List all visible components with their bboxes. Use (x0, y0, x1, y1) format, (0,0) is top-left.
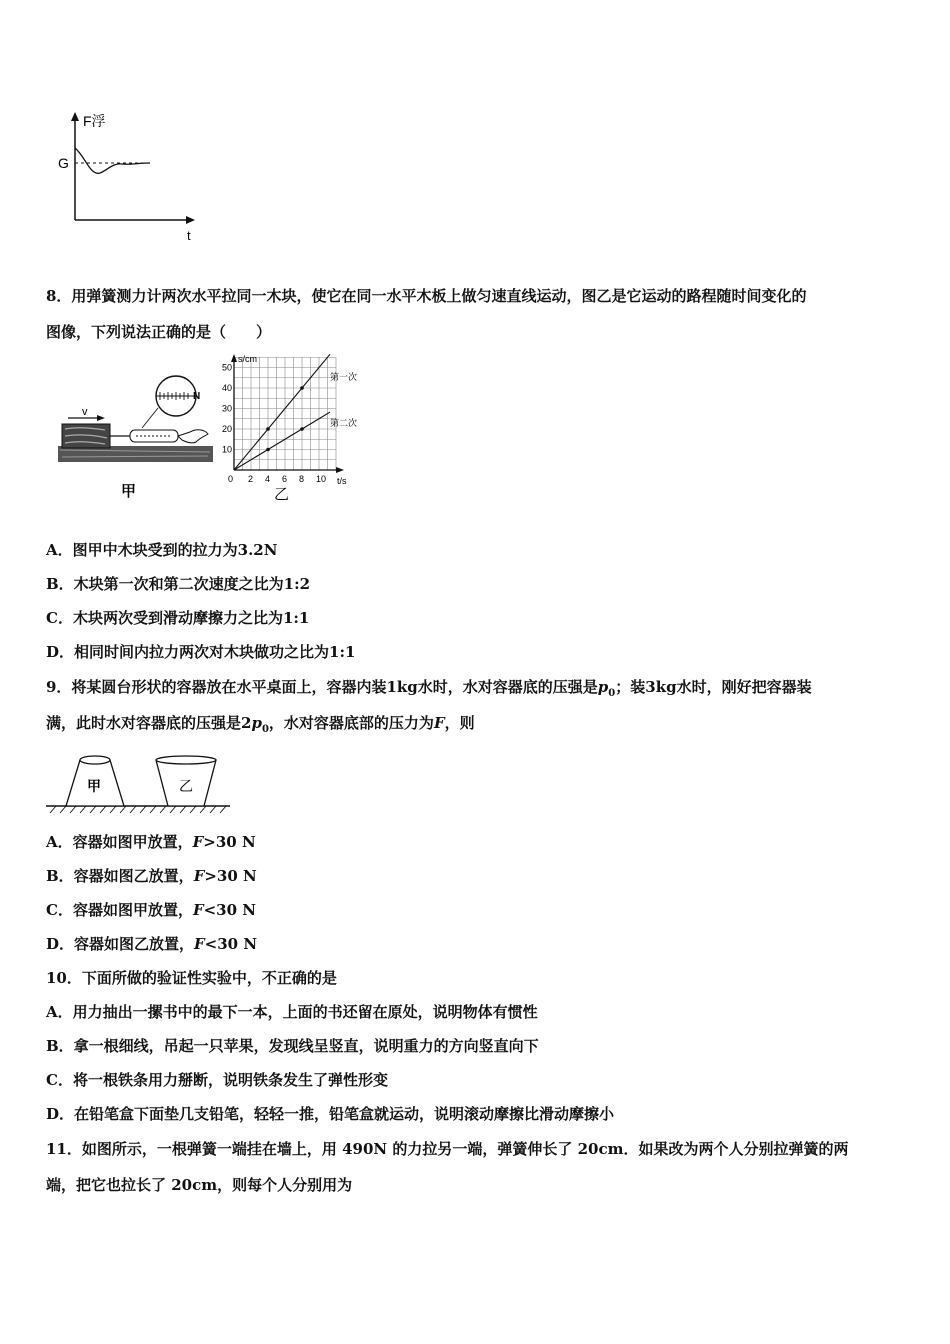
chart-data-point (300, 386, 304, 390)
dial-unit-label: N (193, 391, 201, 402)
q10-option-b: B．拿一根细线，吊起一只苹果，发现线呈竖直，说明重力的方向竖直向下 (46, 1037, 539, 1055)
hand-icon (178, 430, 208, 443)
container-jia-label: 甲 (87, 778, 101, 794)
q10-option-c: C．将一根铁条用力掰断，说明铁条发生了弹性形变 (46, 1071, 388, 1089)
container-yi-label: 乙 (179, 778, 193, 794)
chart-y-tick-label: 10 (222, 444, 233, 455)
buoyancy-time-graph (50, 108, 210, 243)
graph-buoyancy-curve (75, 148, 150, 173)
q11-stem-line1: 11．如图所示，一根弹簧一端挂在墙上，用 490N 的力拉另一端，弹簧伸长了 20cm．如果改为两个人分别拉弹簧的两 (46, 1140, 849, 1158)
velocity-label: v (82, 406, 88, 418)
q11-stem-line2: 端，把它也拉长了 20cm，则每个人分别用为 (46, 1176, 353, 1194)
chart-series-line-2 (234, 412, 330, 470)
q8-figure-jia (50, 372, 220, 504)
chart-y-label: s/cm (238, 354, 257, 364)
chart-grid (234, 357, 336, 470)
q9-containers-figure (44, 752, 234, 814)
q9-stem-line1: 9．将某圆台形状的容器放在水平桌面上，容器内装1kg水时，水对容器底的压强是$p_0$；装3kg水时，刚好把容器装 (46, 678, 812, 699)
chart-y-tick-label: 30 (222, 403, 233, 414)
chart-data-point (266, 448, 270, 452)
chart-x-tick-label: 4 (265, 474, 271, 484)
chart-x-tick-label: 6 (282, 474, 288, 484)
chart-y-tick-label: 40 (222, 383, 233, 393)
chart-origin-label: 0 (228, 474, 234, 484)
chart-data-point (266, 427, 270, 431)
fig-jia-label: 甲 (121, 483, 137, 500)
q8-option-c: C．木块两次受到滑动摩擦力之比为1:1 (46, 609, 310, 627)
q8-option-b: B．木块第一次和第二次速度之比为1:2 (46, 575, 311, 593)
q8-stem-line2: 图像，下列说法正确的是（ ） (46, 323, 272, 341)
q9-option-b: B．容器如图乙放置，F>30 N (46, 867, 257, 885)
q9-stem-line2: 满，此时水对容器底的压强是$2p_0$，水对容器底部的压力为F，则 (46, 714, 475, 735)
container-jia-rim (80, 756, 110, 764)
chart-series-label-second: 第二次 (330, 418, 358, 428)
table-hatching (50, 806, 226, 813)
chart-x-tick-label: 2 (248, 474, 254, 484)
q10-stem: 10．下面所做的验证性实验中，不正确的是 (46, 969, 337, 987)
graph-t-label: t (187, 228, 191, 243)
q8-stem-line1: 8．用弹簧测力计两次水平拉同一木块，使它在同一水平木板上做匀速直线运动，图乙是它运动的路程随时间变化的 (46, 287, 807, 305)
chart-x-arrow (336, 467, 344, 473)
graph-x-arrow (186, 216, 195, 224)
container-yi-rim (156, 756, 216, 764)
q8-figure-yi-chart (222, 352, 372, 504)
chart-series-line-1 (234, 354, 330, 470)
chart-y-tick-label: 20 (222, 424, 233, 434)
q10-option-d: D．在铅笔盒下面垫几支铅笔，轻轻一推，铅笔盒就运动，说明滚动摩擦比滑动摩擦小 (46, 1105, 615, 1123)
chart-series-label-first: 第一次 (330, 372, 358, 382)
q8-option-a: A．图甲中木块受到的拉力为3.2N (46, 541, 278, 559)
chart-x-tick-label: 10 (316, 474, 327, 484)
q9-option-a: A．容器如图甲放置，F>30 N (46, 833, 256, 851)
chart-x-label: t/s (337, 476, 347, 486)
chart-series-group (234, 354, 330, 470)
graph-g-label: G (58, 155, 69, 171)
q9-option-c: C．容器如图甲放置，F<30 N (46, 901, 256, 919)
q10-option-a: A．用力抽出一摞书中的最下一本，上面的书还留在原处，说明物体有惯性 (46, 1003, 538, 1021)
chart-y-tick-label: 50 (222, 362, 233, 373)
velocity-arrowhead (97, 415, 105, 421)
fig-yi-label: 乙 (274, 486, 290, 503)
q8-option-d: D．相同时间内拉力两次对木块做功之比为1:1 (46, 643, 356, 661)
chart-x-tick-label: 8 (299, 474, 305, 484)
chart-data-point (300, 427, 304, 431)
graph-y-arrow (71, 112, 79, 121)
q9-option-d: D．容器如图乙放置，F<30 N (46, 935, 258, 953)
chart-y-arrow (231, 354, 237, 362)
graph-y-label: F浮 (83, 113, 106, 129)
dial-connector (142, 408, 158, 428)
